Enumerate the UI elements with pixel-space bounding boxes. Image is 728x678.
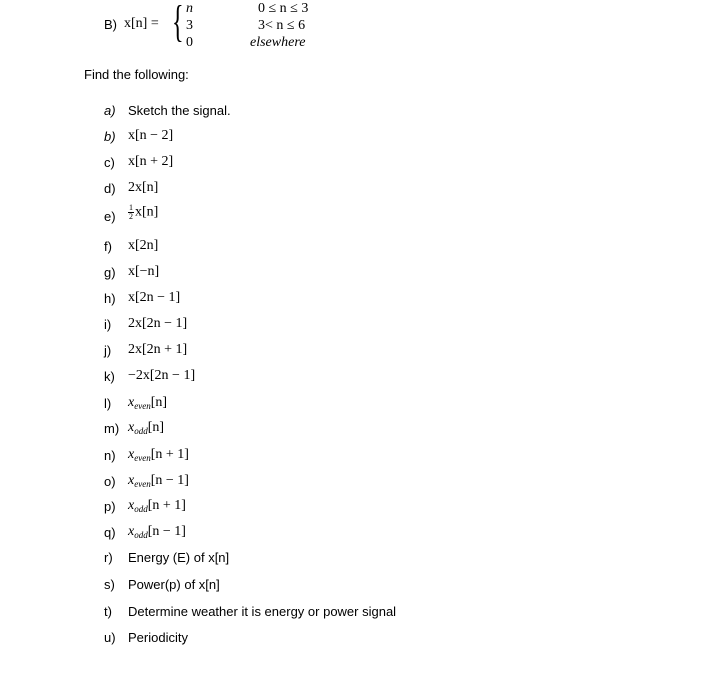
- case-value-3: 0: [186, 35, 193, 50]
- list-item: [104, 369, 464, 387]
- list-item: [104, 604, 464, 622]
- list-item: [104, 577, 464, 595]
- item-text: Energy (E) of x[n]: [128, 550, 230, 565]
- list-item: [104, 343, 464, 361]
- item-text: [n + 1]: [147, 498, 186, 513]
- item-text: 2x[2n + 1]: [128, 342, 188, 357]
- item-text: −2x[2n − 1]: [128, 368, 196, 383]
- list-item: n) $x_{even}[n + 1]$: [104, 447, 189, 463]
- item-label: r): [104, 550, 113, 565]
- list-item: [104, 239, 464, 257]
- one-half-fraction: $\frac{1}{2}$: [129, 203, 133, 221]
- item-text: [n]: [150, 395, 168, 410]
- case-condition-3: elsewhere: [250, 35, 306, 50]
- item-label: c): [104, 155, 115, 170]
- item-label: n): [104, 448, 116, 463]
- item-label: j): [104, 343, 112, 358]
- item-text: 2x[n]: [128, 180, 159, 195]
- item-label: m): [104, 421, 120, 436]
- list-item: m) $x_{odd}[n]$: [104, 420, 165, 436]
- item-text: [n − 1]: [147, 524, 186, 539]
- item-text: Sketch the signal.: [128, 103, 231, 118]
- list-item: [104, 181, 464, 199]
- item-text: Power(p) of x[n]: [128, 577, 220, 592]
- item-label: f): [104, 239, 112, 254]
- cases-brace: {: [172, 0, 184, 46]
- item-label: d): [104, 181, 116, 196]
- item-text: Periodicity: [128, 630, 188, 645]
- find-prompt: Find the following:: [84, 67, 189, 82]
- list-item: [104, 103, 464, 121]
- item-text: x[n − 2]: [128, 128, 174, 143]
- case-value-2: 3: [186, 18, 193, 33]
- item-text: [n − 1]: [150, 473, 189, 488]
- item-text: 2x[2n − 1]: [128, 316, 188, 331]
- definition-lhs: x[n] =: [124, 16, 159, 31]
- item-label: o): [104, 474, 116, 489]
- list-item: p) $x_{odd}[n + 1]$: [104, 498, 186, 514]
- case-value-1: n: [186, 1, 193, 16]
- list-item: [104, 550, 464, 568]
- item-label: t): [104, 604, 112, 619]
- item-text: x[n]: [135, 204, 159, 220]
- list-item: [104, 265, 464, 283]
- item-label: h): [104, 291, 116, 306]
- item-label: k): [104, 369, 115, 384]
- list-item: [104, 317, 464, 335]
- case-condition-1: 0 ≤ n ≤ 3: [258, 1, 309, 16]
- item-label: s): [104, 577, 115, 592]
- item-text: x[n + 2]: [128, 154, 174, 169]
- item-label: l): [104, 396, 112, 411]
- case-condition-2: 3< n ≤ 6: [258, 18, 306, 33]
- list-item: o) $x_{even}[n - 1]$: [104, 473, 189, 489]
- item-text: x[−n]: [128, 264, 160, 279]
- item-text: x[2n − 1]: [128, 290, 181, 305]
- item-label: g): [104, 265, 116, 280]
- list-item: [104, 129, 464, 147]
- item-text: x[2n]: [128, 238, 159, 253]
- list-item: l) $x_{even}[n]$: [104, 395, 168, 411]
- list-item: [104, 630, 464, 648]
- item-label: u): [104, 630, 116, 645]
- item-label: a): [104, 103, 116, 118]
- list-item: [104, 291, 464, 309]
- list-item: [104, 203, 464, 227]
- definition-label: B): [104, 17, 117, 32]
- list-item: q) $x_{odd}[n - 1]$: [104, 524, 186, 540]
- item-text: Determine weather it is energy or power signal: [128, 604, 397, 619]
- item-label: b): [104, 129, 116, 144]
- list-item: [104, 155, 464, 173]
- item-label: e): [104, 209, 116, 224]
- item-label: p): [104, 499, 116, 514]
- item-label: i): [104, 317, 112, 332]
- item-text: [n]: [147, 420, 165, 435]
- item-text: [n + 1]: [150, 447, 189, 462]
- item-label: q): [104, 525, 116, 540]
